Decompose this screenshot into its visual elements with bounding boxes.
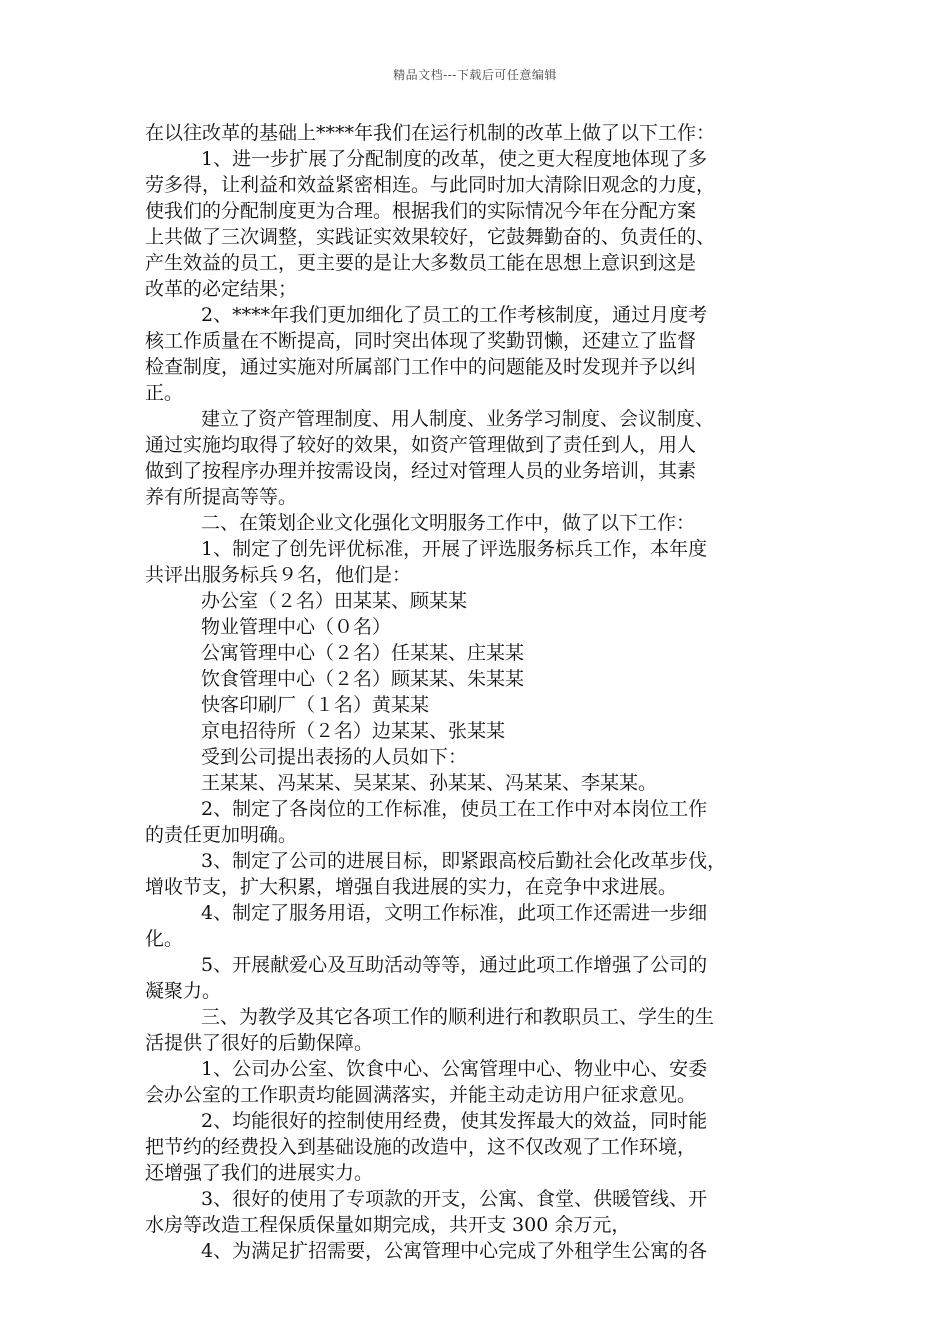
text-line: 正。 <box>145 382 184 404</box>
text-line: 使我们的分配制度更为合理。根据我们的实际情况今年在分配方案 <box>145 200 697 222</box>
text-line: 共评出服务标兵９名，他们是： <box>145 564 412 586</box>
text-line: 会办公室的工作职责均能圆满落实，并能主动走访用户征求意见。 <box>145 1084 697 1106</box>
text-line: 2、均能很好的控制使用经费，使其发挥最大的效益，同时能 <box>201 1110 708 1132</box>
text-line: 5、开展献爱心及互助活动等等，通过此项工作增强了公司的 <box>201 954 708 976</box>
text-line: 4、为满足扩招需要，公寓管理中心完成了外租学生公寓的各 <box>201 1240 708 1262</box>
text-line: 2、制定了各岗位的工作标准，使员工在工作中对本岗位工作 <box>201 798 708 820</box>
text-line: 3、制定了公司的进展目标，即紧跟高校后勤社会化改革步伐， <box>201 850 727 872</box>
text-line: 建立了资产管理制度、用人制度、业务学习制度、会议制度、 <box>201 408 715 430</box>
text-line: 饮食管理中心（２名）顾某某、朱某某 <box>201 668 525 690</box>
text-line: 上共做了三次调整，实践证实效果较好，它鼓舞勤奋的、负责任的、 <box>145 226 716 248</box>
text-line: 二、在策划企业文化强化文明服务工作中，做了以下工作： <box>201 512 696 534</box>
document-body <box>145 120 810 1264</box>
text-line: 在以往改革的基础上****年我们在运行机制的改革上做了以下工作： <box>145 122 716 144</box>
text-line: 京电招待所（２名）边某某、张某某 <box>201 720 506 742</box>
text-line: 4、制定了服务用语，文明工作标准，此项工作还需进一步细 <box>201 902 708 924</box>
text-line: 受到公司提出表扬的人员如下： <box>201 746 468 768</box>
text-line: 2、****年我们更加细化了员工的工作考核制度，通过月度考 <box>201 304 708 326</box>
text-line: 1、制定了创先评优标准，开展了评选服务标兵工作，本年度 <box>201 538 708 560</box>
text-line: 快客印刷厂（１名）黄某某 <box>201 694 430 716</box>
text-line: 三、为教学及其它各项工作的顺利进行和教职员工、学生的生 <box>201 1006 715 1028</box>
text-line: 检查制度，通过实施对所属部门工作中的问题能及时发现并予以纠 <box>145 356 697 378</box>
text-line: 凝聚力。 <box>145 980 222 1002</box>
text-line: 核工作质量在不断提高，同时突出体现了奖勤罚懒，还建立了监督 <box>145 330 697 352</box>
text-line: 把节约的经费投入到基础设施的改造中，这不仅改观了工作环境， <box>145 1136 697 1158</box>
page-header: 精品文档---下载后可任意编辑 <box>393 68 557 82</box>
text-line: 改革的必定结果； <box>145 278 298 300</box>
text-line: 的责任更加明确。 <box>145 824 298 846</box>
text-line: 化。 <box>145 928 184 950</box>
text-line: 产生效益的员工，更主要的是让大多数员工能在思想上意识到这是 <box>145 252 697 274</box>
text-line: 3、很好的使用了专项款的开支，公寓、食堂、供暖管线、开 <box>201 1188 708 1210</box>
text-line: 做到了按程序办理并按需设岗，经过对管理人员的业务培训，其素 <box>145 460 697 482</box>
text-line: 办公室（２名）田某某、顾某某 <box>201 590 468 612</box>
text-line: 劳多得，让利益和效益紧密相连。与此同时加大清除旧观念的力度， <box>145 174 716 196</box>
text-line: 水房等改造工程保质保量如期完成，共开支 300 余万元， <box>145 1214 631 1236</box>
text-line: 通过实施均取得了较好的效果，如资产管理做到了责任到人，用人 <box>145 434 697 456</box>
text-line: 养有所提高等等。 <box>145 486 298 508</box>
text-line: 1、公司办公室、饮食中心、公寓管理中心、物业中心、安委 <box>201 1058 708 1080</box>
text-line: 增收节支，扩大积累，增强自我进展的实力，在竞争中求进展。 <box>145 876 678 898</box>
text-line: 活提供了很好的后勤保障。 <box>145 1032 374 1054</box>
text-line: 物业管理中心（０名） <box>201 616 392 638</box>
text-line: 1、进一步扩展了分配制度的改革，使之更大程度地体现了多 <box>201 148 708 170</box>
text-line: 公寓管理中心（２名）任某某、庄某某 <box>201 642 525 664</box>
text-line: 王某某、冯某某、吴某某、孙某某、冯某某、李某某。 <box>201 772 658 794</box>
text-line: 还增强了我们的进展实力。 <box>145 1162 374 1184</box>
